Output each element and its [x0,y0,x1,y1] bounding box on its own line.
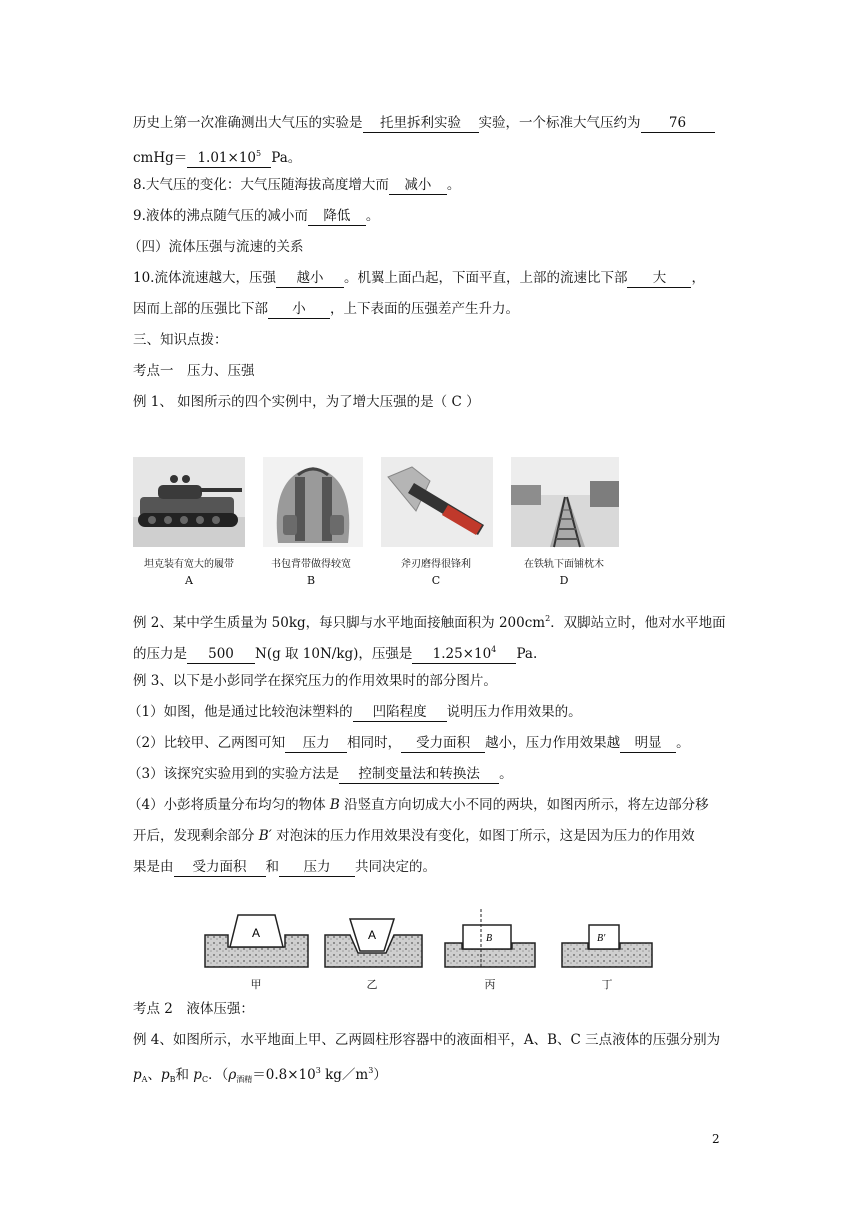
text: 8.大气压的变化：大气压随海拔高度增大而 [133,177,389,193]
text: 对泡沫的压力作用效果没有变化，如图丁所示，这是因为压力的作用效 [271,828,695,844]
text-line-22: $p_A$、$p_B$和 $p_C$．（$\rho_{酒精}=0.8\times 10^3$ $kg/m^3$） [133,1066,387,1084]
topic-heading: 考点一 压力、压强 [133,363,255,379]
text: 10.流体流速越大，压强 [133,270,276,286]
text: 历史上第一次准确测出大气压的实验是 [133,115,363,131]
text: 和 [265,859,279,875]
example-1-figure [130,455,630,615]
railway-photo [511,457,619,547]
text: 果是由 [133,859,174,875]
page-number: 2 [712,1132,720,1146]
answer-blank: 越小 [276,269,344,288]
text-line-4 [133,207,379,226]
answer-blank: 76 [641,114,715,133]
text: 的压力是 [133,646,187,662]
caption-a: 坦克装有宽大的履带 [144,559,234,570]
text: 说明压力作用效果的。 [446,704,582,720]
letter-c: C [431,574,441,587]
axe-photo [381,457,493,547]
answer-blank: 小 [268,300,330,319]
diagram-bing [445,909,535,967]
text: （4）小彭将质量分布均匀的物体 [128,797,330,813]
text: 。 [499,766,513,782]
label-bing: 丙 [484,978,496,991]
topic-heading: 考点 2 液体压强： [133,1001,254,1017]
section-heading: （四）流体压强与流速的关系 [128,239,304,255]
text: ，上下表面的压强差产生升力。 [330,301,519,317]
block-label: A [367,928,377,942]
text-line-18: 开后，发现剩余部分 B′ 对泡沫的压力作用效果没有变化，如图丁所示，这是因为压力的作用效 [133,828,695,844]
foam-experiment-figure [200,905,670,975]
caption-c: 斧刃磨得很锋利 [401,559,471,570]
text: 。 [676,735,690,751]
text: 共同决定的。 [355,859,436,875]
answer-blank: 明显 [620,734,676,753]
block-label: A [251,926,261,940]
example-3: 例 3、以下是小彭同学在探究压力的作用效果时的部分图片。 [133,673,497,689]
question-1 [128,703,582,722]
text: 越小，压力作用效果越 [485,735,621,751]
answer-blank: 压力 [285,734,347,753]
text: 。 [446,177,461,193]
text: N(g 取 10N/kg)，压强是 [255,646,413,662]
block-label: B [486,933,493,944]
text: 开后，发现剩余部分 [133,828,259,844]
question-2 [128,734,690,753]
text: 。机翼上面凸起，下面平直，上部的流速比下部 [343,270,628,286]
answer-blank: 托里拆利实验 [363,114,479,133]
text: 9.液体的沸点随气压的减小而 [133,208,308,224]
text-line-19 [133,858,436,877]
answer-blank: $1.25\times 10^4$ [412,641,516,664]
answer-blank: $1.01\times 10^5$ [187,145,271,168]
answer-blank: 大 [627,269,691,288]
example-1: 例 1、 如图所示的四个实例中，为了增大压强的是（ C ） [133,394,480,410]
answer-blank: 降低 [308,207,366,226]
block-label: B′ [597,933,606,944]
text: 。 [365,208,380,224]
text: 例 2、某中学生质量为 50kg，每只脚与水平地面接触面积为 200cm [133,615,546,631]
answer-blank: 减小 [389,176,447,195]
text: 沿竖直方向切成大小不同的两块，如图丙所示，将左边部分移 [339,797,709,813]
text: ， [691,270,705,286]
text-line-7 [133,300,519,319]
text: （3）该探究实验用到的实验方法是 [128,766,340,782]
letter-d: D [559,574,569,587]
answer-blank: 凹陷程度 [353,703,447,722]
text-line-3 [133,176,460,195]
text: 相同时， [347,735,402,751]
answer-blank: 受力面积 [401,734,485,753]
text: Pa。 [271,150,302,166]
answer-blank: 控制变量法和转换法 [339,765,499,784]
text: ．双脚站立时，他对水平地面 [550,615,726,631]
label-jia: 甲 [250,978,262,991]
text: Pa. [516,646,538,662]
text: cmHg＝ [133,150,188,166]
diagram-jia [205,915,308,967]
letter-b: B [306,574,316,587]
section-heading: 三、知识点拨： [133,332,228,348]
text: （2）比较甲、乙两图可知 [128,735,286,751]
letter-a: A [185,574,193,587]
caption-d: 在铁轨下面铺枕木 [524,559,604,570]
tank-photo [133,457,245,547]
question-4: （4）小彭将质量分布均匀的物体 B 沿竖直方向切成大小不同的两块，如图丙所示，将左边部分移 [128,797,709,813]
text: 实验，一个标准大气压约为 [478,115,641,131]
text-line-1 [133,114,715,133]
text: （1）如图，他是通过比较泡沫塑料的 [128,704,353,720]
label-ding: 丁 [601,978,613,991]
answer-blank: 压力 [279,858,355,877]
example-4: 例 4、如图所示，水平地面上甲、乙两圆柱形容器中的液面相平，A、B、C 三点液体的压强分别为 [133,1032,721,1048]
text-line-2 [133,145,301,168]
label-yi: 乙 [366,978,378,991]
caption-b: 书包背带做得较宽 [271,559,351,570]
example-2: 例 2、某中学生质量为 50kg，每只脚与水平地面接触面积为 $200cm^2$．双脚站立时，他对水平地面 [133,614,726,631]
diagram-ding [562,925,652,967]
answer-blank: 500 [187,645,255,664]
answer-blank: 受力面积 [174,858,266,877]
text-line-12 [133,641,537,664]
text: 因而上部的压强比下部 [133,301,268,317]
backpack-photo [263,457,363,547]
question-3 [128,765,513,784]
text-line-6 [133,269,705,288]
diagram-yi [325,919,422,967]
